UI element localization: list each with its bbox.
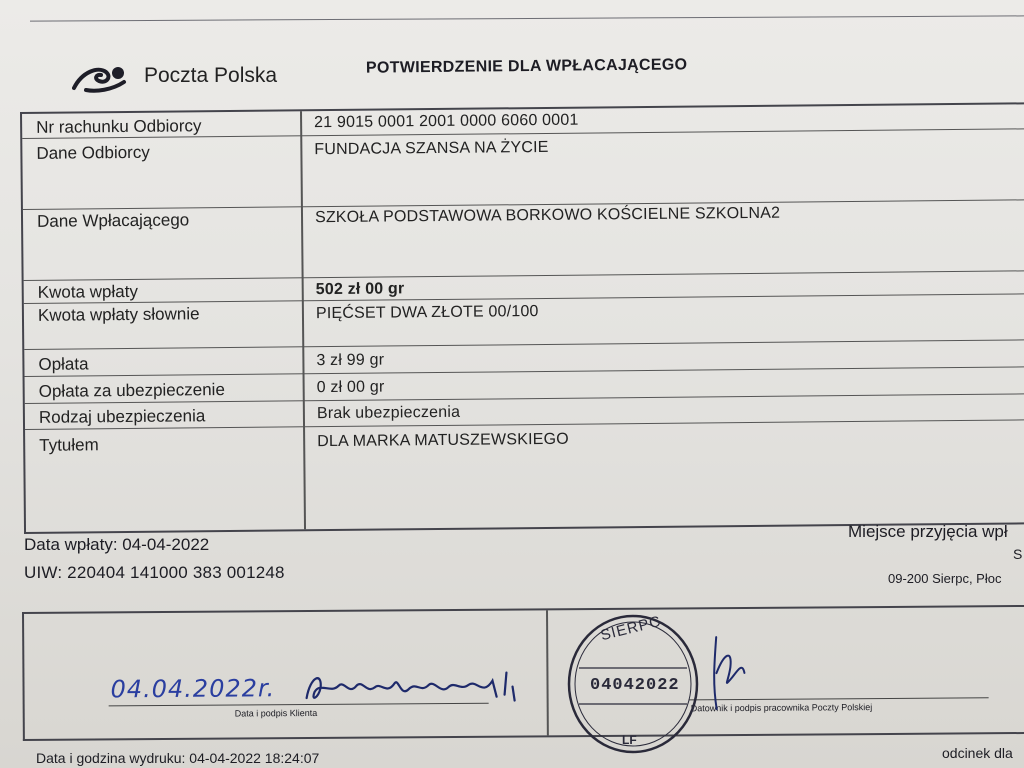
row-label: Rodzaj ubezpieczenia: [38, 406, 206, 427]
row-label: Kwota wpłaty słownie: [37, 304, 200, 325]
stub-label: odcinek dla: [942, 745, 1013, 761]
post-office-address: 09-200 Sierpc, Płoc: [888, 571, 1002, 586]
row-value: DLA MARKA MATUSZEWSKIEGO: [317, 430, 569, 451]
row-label: Nr rachunku Odbiorcy: [36, 116, 202, 137]
client-signature-caption: Data i podpis Klienta: [234, 707, 318, 719]
post-horn-icon: [72, 58, 134, 94]
table-row: [23, 200, 1024, 281]
row-value: SZKOŁA PODSTAWOWA BORKOWO KOŚCIELNE SZKOLNA2: [314, 204, 781, 227]
row-label: Tytułem: [39, 435, 99, 455]
payment-details-table: [20, 102, 1024, 534]
staff-signature-caption: Datownik i podpis pracownika Poczty Polskiej: [690, 702, 873, 714]
place-of-acceptance-fragment: S: [1013, 546, 1023, 562]
row-value: PIĘĆSET DWA ZŁOTE 00/100: [315, 303, 539, 323]
stamp-date: 04042022: [590, 676, 680, 695]
table-row: [22, 129, 1024, 210]
row-value: 502 zł 00 gr: [315, 280, 405, 299]
signature-box: [22, 605, 1024, 741]
top-edge-line: [30, 15, 1024, 21]
row-value: Brak ubezpieczenia: [316, 403, 461, 423]
brand-logo: [72, 58, 277, 94]
row-label: Dane Wpłacającego: [36, 210, 190, 231]
row-label: Kwota wpłaty: [37, 281, 138, 302]
row-label: Opłata za ubezpieczenie: [38, 380, 225, 401]
payment-date: Data wpłaty: 04-04-2022: [24, 535, 210, 554]
row-value: 3 zł 99 gr: [316, 351, 385, 370]
row-value: 0 zł 00 gr: [316, 378, 385, 397]
row-label: Dane Odbiorcy: [36, 142, 150, 163]
brand-name: Poczta Polska: [144, 64, 278, 87]
row-value: FUNDACJA SZANSA NA ŻYCIE: [314, 138, 549, 159]
signature-box-divider: [546, 610, 548, 735]
stamp-code: LF: [622, 733, 637, 747]
client-signature: [300, 666, 530, 708]
staff-signature: [702, 633, 753, 713]
row-label: Opłata: [38, 354, 89, 374]
handwritten-date: 04.04.2022r.: [110, 674, 276, 704]
row-value: 21 9015 0001 2001 0000 6060 0001: [314, 111, 579, 132]
document-title: POTWIERDZENIE DLA WPŁACAJĄCEGO: [365, 56, 688, 77]
place-of-acceptance-label: Miejsce przyjęcia wpł: [848, 522, 1008, 541]
stamp-city: SIERPC: [598, 612, 663, 645]
table-row: [25, 420, 1024, 530]
uiw-number: UIW: 220404 141000 383 001248: [24, 563, 285, 582]
print-datetime: Data i godzina wydruku: 04-04-2022 18:24:07: [36, 750, 320, 766]
